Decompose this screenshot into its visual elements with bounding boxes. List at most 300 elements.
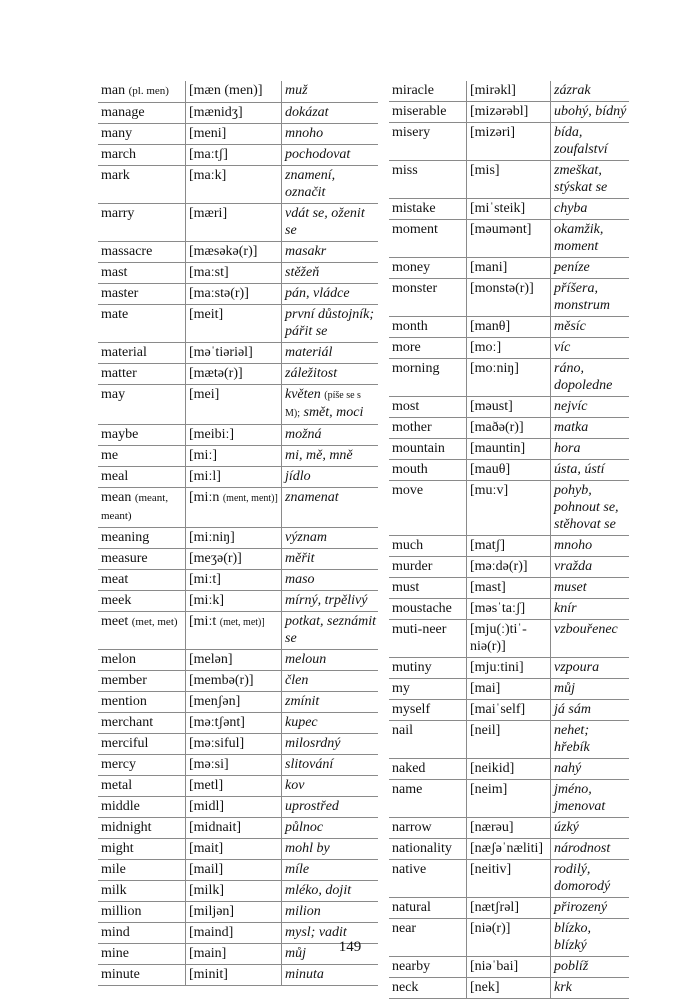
translation-cell — [282, 425, 379, 446]
word-cell — [98, 671, 186, 692]
translation: milosrdný — [285, 736, 341, 751]
translation: zmeškat, stýskat se — [554, 163, 608, 195]
phonetic-cell — [467, 860, 551, 898]
translation-cell — [282, 713, 379, 734]
translation: já sám — [554, 702, 591, 717]
translation: pohyb, pohnout se, stěhovat se — [554, 483, 619, 532]
phonetic-cell — [186, 343, 282, 364]
word-cell — [389, 759, 467, 780]
phonetic-transcription: [məːsiful] — [189, 736, 245, 751]
phonetic-cell — [467, 397, 551, 418]
phonetic-cell — [467, 679, 551, 700]
translation-cell — [282, 755, 379, 776]
phonetic-transcription: [mei] — [189, 387, 220, 402]
headword: measure — [101, 551, 148, 566]
phonetic-cell — [186, 818, 282, 839]
phonetic-transcription: [maːstə(r)] — [189, 286, 249, 301]
phonetic-cell — [467, 700, 551, 721]
word-cell — [98, 343, 186, 364]
phonetic-transcription: [moː] — [470, 340, 502, 355]
headword: marry — [101, 206, 135, 221]
headword: naked — [392, 761, 426, 776]
phonetic-cell — [186, 284, 282, 305]
headword: miss — [392, 163, 418, 178]
word-cell — [389, 658, 467, 679]
phonetic-cell — [186, 650, 282, 671]
word-cell — [389, 818, 467, 839]
headword: me — [101, 448, 119, 463]
headword: maybe — [101, 427, 139, 442]
table-row — [98, 488, 378, 528]
word-cell — [389, 102, 467, 123]
word-cell — [98, 713, 186, 734]
word-cell — [98, 124, 186, 145]
headword: mast — [101, 265, 128, 280]
headword: misery — [392, 125, 431, 140]
translation-continued: smět, moci — [303, 405, 364, 420]
word-cell — [98, 734, 186, 755]
translation-cell — [551, 359, 630, 397]
translation-cell — [551, 418, 630, 439]
word-cell — [389, 721, 467, 759]
translation-cell — [551, 818, 630, 839]
headword: meat — [101, 572, 129, 587]
translation-cell — [282, 776, 379, 797]
word-cell — [98, 776, 186, 797]
table-row — [98, 263, 378, 284]
translation-cell — [282, 549, 379, 570]
phonetic-cell — [186, 881, 282, 902]
table-row — [98, 124, 378, 145]
phonetic-cell — [186, 734, 282, 755]
word-cell — [389, 557, 467, 578]
translation: knír — [554, 601, 577, 616]
phonetic-transcription: [miːt] — [189, 572, 221, 587]
translation-cell — [551, 338, 630, 359]
translation-cell — [282, 166, 379, 204]
table-row — [389, 279, 629, 317]
headword: matter — [101, 366, 137, 381]
headword: might — [101, 841, 134, 856]
translation-cell — [551, 658, 630, 679]
word-cell — [98, 570, 186, 591]
phonetic-cell — [467, 978, 551, 999]
translation-cell — [282, 364, 379, 385]
translation-cell — [282, 734, 379, 755]
phonetic-cell — [467, 957, 551, 978]
translation-cell — [282, 797, 379, 818]
headword: manage — [101, 105, 145, 120]
phonetic-cell — [186, 81, 282, 103]
phonetic-cell — [467, 81, 551, 102]
headword: meal — [101, 469, 129, 484]
headword: myself — [392, 702, 431, 717]
phonetic-cell — [186, 204, 282, 242]
phonetic-cell — [186, 467, 282, 488]
table-row — [389, 557, 629, 578]
phonetic-cell — [186, 692, 282, 713]
translation-cell — [282, 528, 379, 549]
translation: minuta — [285, 967, 324, 982]
translation: rodilý, domorodý — [554, 862, 611, 894]
phonetic-transcription: [mauntin] — [470, 441, 526, 456]
phonetic-transcription: [məumənt] — [470, 222, 532, 237]
word-cell — [98, 902, 186, 923]
headword: may — [101, 387, 126, 402]
word-cell — [98, 364, 186, 385]
word-cell — [98, 650, 186, 671]
vocabulary-table-left — [98, 81, 378, 986]
translation: měřit — [285, 551, 315, 566]
translation-cell — [282, 305, 379, 343]
translation-cell — [282, 204, 379, 242]
headword: mark — [101, 168, 130, 183]
table-row — [98, 612, 378, 650]
translation-cell — [551, 578, 630, 599]
translation-cell — [282, 902, 379, 923]
translation-cell — [551, 102, 630, 123]
phonetic-transcription: [miːt — [189, 614, 217, 629]
translation: ústa, ústí — [554, 462, 605, 477]
phonetic-cell — [186, 797, 282, 818]
table-row — [98, 902, 378, 923]
phonetic-transcription: [mani] — [470, 260, 508, 275]
translation: půlnoc — [285, 820, 324, 835]
headword: mine — [101, 946, 129, 961]
headword: moustache — [392, 601, 452, 616]
translation-cell — [282, 446, 379, 467]
translation-cell — [551, 599, 630, 620]
word-cell — [98, 755, 186, 776]
phonetic-transcription: [mætə(r)] — [189, 366, 243, 381]
translation: první důstojník; pářit se — [285, 307, 375, 339]
word-cell — [389, 279, 467, 317]
translation-cell — [551, 860, 630, 898]
translation: ráno, dopoledne — [554, 361, 613, 393]
translation-cell — [282, 343, 379, 364]
phonetic-cell — [186, 902, 282, 923]
translation-cell — [282, 591, 379, 612]
table-row — [98, 242, 378, 263]
word-cell — [389, 199, 467, 220]
translation: záležitost — [285, 366, 338, 381]
translation-cell — [551, 839, 630, 860]
translation: masakr — [285, 244, 327, 259]
translation: stěžeň — [285, 265, 320, 280]
phonetic-note: (ment, ment)] — [222, 493, 278, 504]
headword-note: (pl. men) — [128, 85, 169, 97]
table-row — [98, 860, 378, 881]
table-row — [98, 755, 378, 776]
table-row — [389, 460, 629, 481]
translation: milion — [285, 904, 321, 919]
table-row — [98, 713, 378, 734]
word-cell — [389, 578, 467, 599]
headword: nail — [392, 723, 413, 738]
vocabulary-table-right — [389, 81, 629, 999]
word-cell — [389, 978, 467, 999]
phonetic-transcription: [mæri] — [189, 206, 228, 221]
phonetic-cell — [186, 425, 282, 446]
phonetic-transcription: [milk] — [189, 883, 224, 898]
headword: march — [101, 147, 136, 162]
headword: mean — [101, 490, 132, 505]
headword: neck — [392, 980, 419, 995]
translation: člen — [285, 673, 309, 688]
phonetic-cell — [467, 102, 551, 123]
translation: nehet; hřebík — [554, 723, 590, 755]
phonetic-transcription: [nætʃrəl] — [470, 900, 519, 915]
translation-cell — [282, 818, 379, 839]
table-row — [98, 204, 378, 242]
table-row — [389, 898, 629, 919]
word-cell — [389, 418, 467, 439]
phonetic-cell — [186, 570, 282, 591]
translation-cell — [282, 103, 379, 124]
phonetic-transcription: [meibiː] — [189, 427, 235, 442]
phonetic-transcription: [maːst] — [189, 265, 229, 280]
word-cell — [98, 242, 186, 263]
translation: peníze — [554, 260, 590, 275]
table-row — [389, 860, 629, 898]
translation-note: (píše se s M); — [285, 390, 361, 419]
translation: národnost — [554, 841, 611, 856]
headword: mate — [101, 307, 129, 322]
word-cell — [389, 439, 467, 460]
translation: zmínit — [285, 694, 320, 709]
headword: merciful — [101, 736, 149, 751]
table-row — [98, 385, 378, 425]
phonetic-transcription: [midl] — [189, 799, 224, 814]
word-cell — [389, 220, 467, 258]
word-cell — [98, 612, 186, 650]
headword: nearby — [392, 959, 431, 974]
phonetic-cell — [467, 818, 551, 839]
phonetic-cell — [467, 536, 551, 557]
translation: potkat, seznámit se — [285, 614, 376, 646]
phonetic-transcription: [næʃəˈnæliti] — [470, 841, 544, 856]
phonetic-transcription: [manθ] — [470, 319, 511, 334]
headword-note: (meant, meant) — [101, 492, 169, 522]
table-row — [98, 145, 378, 166]
phonetic-transcription: [neitiv] — [470, 862, 512, 877]
phonetic-cell — [467, 439, 551, 460]
word-cell — [98, 881, 186, 902]
phonetic-transcription: [niə(r)] — [470, 921, 511, 936]
headword: milk — [101, 883, 127, 898]
phonetic-transcription: [moːniŋ] — [470, 361, 519, 376]
phonetic-cell — [186, 612, 282, 650]
headword: massacre — [101, 244, 153, 259]
translation-cell — [551, 258, 630, 279]
translation-cell — [551, 161, 630, 199]
translation: jméno, jmenovat — [554, 782, 606, 814]
translation: měsíc — [554, 319, 586, 334]
translation-cell — [282, 145, 379, 166]
phonetic-transcription: [maðə(r)] — [470, 420, 524, 435]
translation: míle — [285, 862, 310, 877]
phonetic-transcription: [meʒə(r)] — [189, 551, 242, 566]
headword: material — [101, 345, 147, 360]
table-row — [98, 343, 378, 364]
headword: million — [101, 904, 142, 919]
translation-cell — [282, 965, 379, 986]
table-row — [389, 199, 629, 220]
headword: mother — [392, 420, 432, 435]
headword: more — [392, 340, 421, 355]
translation: mnoho — [285, 126, 324, 141]
translation: význam — [285, 530, 327, 545]
phonetic-cell — [467, 620, 551, 658]
translation-cell — [282, 692, 379, 713]
table-row — [389, 161, 629, 199]
phonetic-cell — [186, 103, 282, 124]
word-cell — [98, 385, 186, 425]
table-row — [98, 549, 378, 570]
phonetic-cell — [467, 599, 551, 620]
headword: member — [101, 673, 147, 688]
table-row — [98, 305, 378, 343]
translation: meloun — [285, 652, 327, 667]
translation: kov — [285, 778, 305, 793]
table-row — [389, 123, 629, 161]
headword: meaning — [101, 530, 150, 545]
translation: hora — [554, 441, 581, 456]
phonetic-cell — [186, 671, 282, 692]
word-cell — [389, 536, 467, 557]
word-cell — [98, 860, 186, 881]
word-cell — [389, 860, 467, 898]
phonetic-cell — [467, 338, 551, 359]
translation-cell — [282, 839, 379, 860]
table-row — [98, 776, 378, 797]
headword: must — [392, 580, 420, 595]
table-row — [389, 359, 629, 397]
translation: příšera, monstrum — [554, 281, 611, 313]
phonetic-cell — [186, 385, 282, 425]
translation-cell — [282, 385, 379, 425]
headword-note: (met, met) — [131, 616, 178, 628]
headword: miracle — [392, 83, 434, 98]
phonetic-cell — [186, 528, 282, 549]
phonetic-cell — [186, 124, 282, 145]
table-row — [98, 446, 378, 467]
table-row — [389, 721, 629, 759]
translation-cell — [551, 898, 630, 919]
phonetic-cell — [467, 161, 551, 199]
translation: blízko, blízký — [554, 921, 591, 953]
phonetic-cell — [467, 839, 551, 860]
table-row — [98, 425, 378, 446]
headword: money — [392, 260, 431, 275]
table-row — [389, 978, 629, 999]
translation: vzpoura — [554, 660, 600, 675]
phonetic-transcription: [matʃ] — [470, 538, 505, 553]
translation-cell — [282, 860, 379, 881]
phonetic-transcription: [melən] — [189, 652, 233, 667]
translation-cell — [282, 284, 379, 305]
table-row — [98, 671, 378, 692]
headword: metal — [101, 778, 133, 793]
phonetic-cell — [186, 965, 282, 986]
phonetic-transcription: [meit] — [189, 307, 224, 322]
word-cell — [389, 81, 467, 102]
translation: mohl by — [285, 841, 330, 856]
translation: uprostřed — [285, 799, 339, 814]
translation: muž — [285, 83, 308, 98]
phonetic-transcription: [mirəkl] — [470, 83, 516, 98]
phonetic-cell — [467, 898, 551, 919]
table-row — [389, 620, 629, 658]
translation-cell — [551, 780, 630, 818]
translation-cell — [551, 279, 630, 317]
phonetic-transcription: [membə(r)] — [189, 673, 254, 688]
phonetic-transcription: [miːl] — [189, 469, 221, 484]
phonetic-cell — [467, 658, 551, 679]
phonetic-transcription: [muːv] — [470, 483, 509, 498]
table-row — [98, 591, 378, 612]
table-row — [389, 536, 629, 557]
phonetic-transcription: [monstə(r)] — [470, 281, 534, 296]
phonetic-transcription: [miˈsteik] — [470, 201, 526, 216]
translation: můj — [285, 946, 306, 961]
translation-cell — [282, 570, 379, 591]
phonetic-transcription: [maiˈself] — [470, 702, 526, 717]
phonetic-transcription: [məust] — [470, 399, 513, 414]
phonetic-transcription: [məːtʃənt] — [189, 715, 245, 730]
translation-cell — [282, 263, 379, 284]
table-row — [98, 650, 378, 671]
translation: bída, zoufalství — [554, 125, 608, 157]
translation-cell — [551, 220, 630, 258]
phonetic-cell — [186, 305, 282, 343]
translation: můj — [554, 681, 575, 696]
word-cell — [98, 284, 186, 305]
phonetic-cell — [467, 220, 551, 258]
table-row — [98, 364, 378, 385]
headword: mercy — [101, 757, 136, 772]
table-row — [389, 258, 629, 279]
headword: mention — [101, 694, 147, 709]
table-row — [98, 881, 378, 902]
phonetic-cell — [467, 578, 551, 599]
word-cell — [389, 599, 467, 620]
table-row — [389, 839, 629, 860]
phonetic-cell — [467, 258, 551, 279]
headword: melon — [101, 652, 136, 667]
headword: mountain — [392, 441, 445, 456]
word-cell — [98, 818, 186, 839]
word-cell — [98, 103, 186, 124]
translation: mléko, dojit — [285, 883, 352, 898]
translation-cell — [551, 978, 630, 999]
translation: slitování — [285, 757, 334, 772]
translation: jídlo — [285, 469, 311, 484]
headword: narrow — [392, 820, 432, 835]
translation-cell — [551, 759, 630, 780]
headword: many — [101, 126, 133, 141]
table-row — [389, 780, 629, 818]
word-cell — [98, 692, 186, 713]
translation: pán, vládce — [285, 286, 350, 301]
phonetic-cell — [186, 145, 282, 166]
translation-cell — [551, 123, 630, 161]
phonetic-transcription: [mjuːtini] — [470, 660, 524, 675]
word-cell — [389, 397, 467, 418]
phonetic-transcription: [midnait] — [189, 820, 242, 835]
phonetic-cell — [467, 721, 551, 759]
translation: vdát se, oženit se — [285, 206, 365, 238]
